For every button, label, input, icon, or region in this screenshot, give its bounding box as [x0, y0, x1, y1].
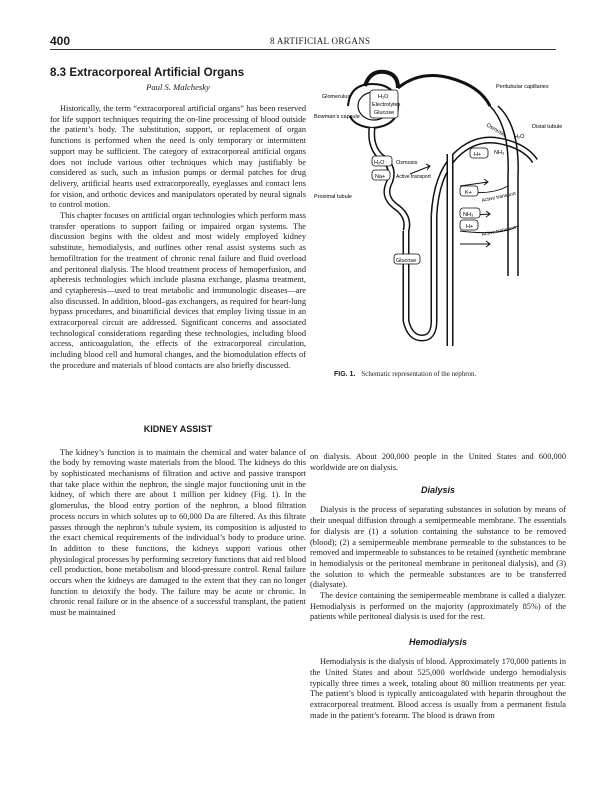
- author-name: Paul S. Malchesky: [146, 82, 210, 92]
- page-number: 400: [50, 34, 71, 48]
- label-h-plus-mid: H+: [466, 224, 474, 230]
- right-column: [310, 66, 566, 721]
- header-rule: [50, 49, 556, 50]
- label-h2o-left: H₂O: [374, 160, 385, 166]
- label-glucose-top: Glucose: [374, 110, 395, 116]
- label-h-plus-top: H+: [474, 152, 482, 158]
- dialysis-heading: Dialysis: [420, 485, 456, 496]
- label-osmosis: Osmosis: [485, 122, 507, 139]
- label-k-plus: K+: [465, 190, 472, 196]
- label-active-transport-3: Active transport: [481, 224, 517, 238]
- label-h2o-top: H₂O: [378, 94, 389, 100]
- kidney-assist-paragraph: The kidney’s function is to maintain the chemical and water balance of the body by removing waste materials from the blood. The kidneys do this by sophisticated mechanisms of filtration and active and passive transport that take place within the nephron, the single major functioning unit in the kidney, of which there are about 1 million per kidney (Fig. 1). In the glomerulus, the blood entry portion of the nephron, a blood filtration process occurs in which solutes up to 60,000 Da are filtered. As this filtrate passes through the nephron’s tubule system, its composition is adjusted to the exact chemical requirements of the individual’s body to produce urine. In addition to these functions, the kidneys support various other physiological processes by performing secretory functions that aid red blood cell production, bone metabolism and blood-pressure control. Renal failure occurs when the kidneys are damaged to the extent that they can no longer function to detoxify the body. The failure may be acute or chronic. In chronic renal failure or in the absence of a successful transplant, the patient must be maintained: [50, 447, 306, 618]
- label-osmosis-left: Osmosis: [396, 160, 418, 166]
- label-distal-tubule: Distal tubule: [532, 124, 563, 130]
- label-proximal-tubule: Proximal tubule: [314, 194, 352, 200]
- label-na-plus: Na+: [375, 174, 386, 180]
- kidney-assist-heading: KIDNEY ASSIST: [143, 423, 213, 434]
- hemodialysis-heading: Hemodialysis: [408, 637, 468, 648]
- nephron-figure: [310, 66, 566, 366]
- label-peritubular: Peritubular capillaries: [496, 84, 549, 90]
- section-title: 8.3 Extracorporeal Artificial Organs: [50, 66, 245, 79]
- intro-paragraph-2: This chapter focuses on artificial organ technologies which perform mass transfer operations to support failing or impaired organ systems. The discussion begins with the oldest and most widely employed kidney substitute, hemodialysis, and outlines other renal assist systems such as hemofiltration for the treatment of chronic renal failure and fluid overload and peritoneal dialysis. The blood treatment process of hemoperfusion, and apheresis technologies which include plasma exchange, plasma treatment, and cytapheresis—used to treat metabolic and immunologic diseases—are also discussed. In addition, blood–gas exchangers, as required for heart-lung bypass procedures, and bioartificial devices that employ living tissue in an extracorporeal circuit are addressed. Significant concerns and associated technological considerations regarding these technologies, including blood access, anticoagulation, the effects of the extracorporeal circulation, including blood cell and humoral changes, and the biomodulation effects of the procedure and materials of blood contacts are also briefly discussed.: [50, 211, 306, 370]
- label-nh3-mid: NH₃: [463, 212, 474, 218]
- dialysis-paragraph-1: Dialysis is the process of separating substances in solution by means of their unequal diffusion through a semipermeable membrane. The essentials for dialysis are (1) a solution containing the substance to be removed (blood); (2) a semipermeable membrane permeable to the substances to be removed and impermeable to substances to be retained (synthetic membrane in hemodialysis or the peritoneal membrane in peritoneal dialysis), and (3) the solution to which the permeable substances are to be transferred (dialysate).: [310, 505, 566, 590]
- figure-caption-text: Schematic representation of the nephron.: [361, 370, 477, 378]
- dialysis-paragraph-2: The device containing the semipermeable membrane is called a dialyzer. Hemodialysis is performed on the majority (approximately 85%) of the patients while peritoneal dialysis is used for the rest.: [310, 591, 566, 622]
- page-header: [50, 34, 556, 50]
- label-h2o-mid: H₂O: [514, 134, 525, 140]
- continuation-paragraph: on dialysis. About 200,000 people in the United States and 600,000 worldwide are on dialysis.: [310, 452, 566, 472]
- figure-caption: [310, 370, 566, 378]
- label-bowmans-capsule: Bowman’s capsule: [314, 114, 360, 120]
- label-glomerulus: Glomerulus: [322, 94, 351, 100]
- label-active-transport-2: Active transport: [481, 190, 517, 204]
- running-title: 8 ARTIFICIAL ORGANS: [270, 36, 371, 46]
- label-electrolytes: Electrolytes: [372, 102, 401, 108]
- nephron-diagram: [310, 66, 566, 366]
- label-nh3-top: NH₃: [494, 150, 505, 156]
- figure-label: FIG. 1.: [334, 371, 356, 378]
- label-active-transport: Active transport: [396, 174, 431, 180]
- label-glucose-bottom: Glucose: [396, 258, 417, 264]
- intro-paragraph-1: Historically, the term “extracorporeal artificial organs” has been reserved for life support techniques requiring the on-line processing of blood outside the patient’s body. The substitution, support, or replacement of organ functions is performed when the need is only temporary or intermittent support may be sufficient. The category of extracorporeal artificial organs does not include various other techniques which may justifiably be considered as such, such as infusion pumps or dermal patches for drug delivery, artificial hearts used extracorporeally, eyeglasses and contact lens for vision, and orthotic devices and manipulators operated by neural signals to control motion.: [50, 104, 306, 210]
- hemodialysis-paragraph: Hemodialysis is the dialysis of blood. Approximately 170,000 patients in the United States and about 525,000 worldwide undergo hemodialysis typically three times a week, totaling about 80 million treatments per year. The patient’s blood is typically anticoagulated with heparin throughout the extracorporeal treatment. Blood access is usually from a permanent fistula made in the patient’s forearm. The blood is drawn from: [310, 657, 566, 720]
- left-column: [50, 66, 306, 619]
